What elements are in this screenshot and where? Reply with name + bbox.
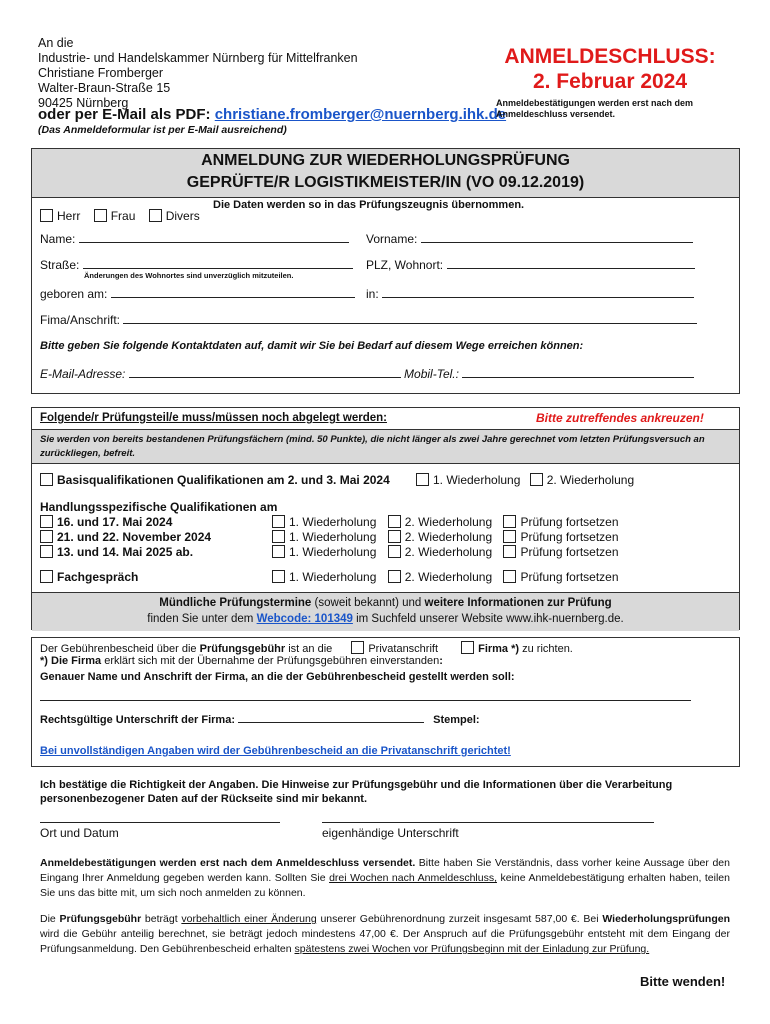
plz-field[interactable] — [447, 268, 695, 269]
fee-line-1 — [40, 641, 573, 655]
checkbox-firma[interactable] — [461, 641, 474, 654]
form-title-line2: GEPRÜFTE/R LOGISTIKMEISTER/IN (VO 09.12.2019) — [186, 174, 585, 191]
w1-label: 1. Wiederholung — [289, 545, 377, 559]
kontakt-note: Bitte geben Sie folgende Kontaktdaten auf, damit wir Sie bei Bedarf auf diesem Wege erreichen können: — [40, 340, 584, 352]
info1-c: weitere Informationen zur Prüfung — [424, 597, 612, 609]
hsq-row-2 — [40, 530, 211, 544]
info1-b: (soweit bekannt) und — [311, 597, 425, 609]
fort-label: Prüfung fortsetzen — [520, 545, 619, 559]
confirmation-text: Ich bestätige die Richtigkeit der Angaben. Die Hinweise zur Prüfungsgebühr und die Informationen über die Verarbeitung personenbezogener Daten auf der Rückseite sind mir bekannt. — [40, 779, 673, 805]
checkbox-fach-w2[interactable] — [388, 570, 401, 583]
w2-label: 2. Wiederholung — [404, 545, 493, 559]
label-herr: Herr — [57, 209, 81, 223]
w2-label: 2. Wiederholung — [404, 515, 493, 529]
fee-l1-b: Prüfungsgebühr — [199, 643, 286, 655]
checkbox-hsq-1[interactable] — [40, 515, 53, 528]
p2-u2: spätestens zwei Wochen vor Prüfungsbeginn mit der Einladung zur Prüfung. — [294, 943, 650, 955]
basis-row — [40, 473, 390, 487]
privat-label: Privatanschrift — [368, 643, 439, 655]
checkbox-divers[interactable] — [149, 209, 162, 222]
email-prefix: oder per E-Mail als PDF: — [38, 106, 215, 123]
info1-a: Mündliche Prüfungstermine — [159, 597, 312, 609]
hsq-3-label: 13. und 14. Mai 2025 ab. — [57, 545, 194, 559]
info2-b: im Suchfeld unserer Website www.ihk-nuernberg.de. — [352, 613, 624, 625]
p1-a: Bitte haben Sie Verständnis, dass vorher keine Aussage über den Eingang Ihrer Anmeldung gegeben werden kann. Sollten Sie — [40, 857, 730, 884]
strasse-row — [40, 258, 353, 272]
firma-label: Fima/Anschrift: — [40, 313, 121, 327]
name-label: Name: — [40, 232, 76, 246]
deadline-date: 2. Februar 2024 — [532, 70, 688, 93]
turn-page-note: Bitte wenden! — [640, 974, 726, 989]
hsq-1-label: 16. und 17. Mai 2024 — [57, 515, 173, 529]
basis-w2-label: 2. Wiederholung — [546, 473, 635, 487]
p2-e: wird die Gebühr anteilig berechnet, sie beträgt jedoch mindestens 47,00 €. Der Anspruch auf die Prüfungsgebühr entsteht mit dem Eingang der Prüfungsanmeldung. Den Gebührenbescheid erhalten — [40, 928, 730, 955]
checkbox-hsq1-fort[interactable] — [503, 515, 516, 528]
stempel-label: Stempel: — [433, 714, 480, 726]
mobil-field[interactable] — [462, 377, 694, 378]
basis-label: Basisqualifikationen Qualifikationen am 2. und 3. Mai 2024 — [57, 473, 390, 487]
checkbox-hsq-3[interactable] — [40, 545, 53, 558]
info2-a: finden Sie unter dem — [147, 613, 257, 625]
company-signature-row — [40, 714, 480, 726]
fach-row — [40, 570, 138, 584]
parts-header-text: Folgende/r Prüfungsteil/e muss/müssen noch abgelegt werden: — [40, 412, 387, 424]
parts-header-note: Bitte zutreffendes ankreuzen! — [536, 411, 704, 425]
fee-l2-a: *) Die Firma — [40, 655, 102, 667]
vorname-label: Vorname: — [366, 232, 418, 246]
checkbox-privat[interactable] — [351, 641, 364, 654]
info-line-2 — [32, 611, 739, 627]
p1-b: keine Anmeldebestätigung erhalten haben, teilen Sie uns das bitte mit, um sich noch anmelden zu können. — [40, 872, 730, 899]
email-submission-line — [38, 106, 506, 123]
salutation-row — [40, 209, 200, 223]
deadline-block — [490, 44, 730, 120]
exemption-note: Sie werden von bereits bestandenen Prüfungsfächern (mind. 50 Punkte), die nicht länger als zwei Jahre gerechnet vom letzten Prüfungsversuch an zurückliegen, befreit. — [40, 434, 705, 459]
company-signature-field[interactable] — [238, 722, 424, 723]
checkbox-hsq-2[interactable] — [40, 530, 53, 543]
checkbox-hsq2-w2[interactable] — [388, 530, 401, 543]
address-line: Walter-Braun-Straße 15 — [38, 81, 171, 95]
zeugnis-note: Die Daten werden so in das Prüfungszeugnis übernommen. — [213, 199, 525, 211]
parts-header — [40, 412, 387, 424]
hsq-row-1 — [40, 515, 172, 529]
email-row — [40, 367, 694, 381]
label-frau: Frau — [110, 209, 136, 223]
fach-label: Fachgespräch — [57, 570, 139, 584]
label-divers: Divers — [165, 209, 200, 223]
hsq-options-2 — [272, 530, 619, 544]
p1-bold: Anmeldebestätigungen werden erst nach dem Anmeldeschluss versendet. — [40, 857, 416, 869]
checkbox-basis-w2[interactable] — [530, 473, 543, 486]
recipient-address — [38, 36, 358, 111]
footer-paragraph-1 — [40, 856, 730, 901]
p2-u1: vorbehaltlich einer Änderung — [181, 913, 317, 925]
hsq-options-3 — [272, 545, 619, 559]
address-line: 90425 Nürnberg — [38, 96, 129, 110]
email-note: (Das Anmeldeformular ist per E-Mail ausreichend) — [38, 124, 287, 136]
hsq-2-label: 21. und 22. November 2024 — [57, 530, 212, 544]
checkbox-hsq3-w1[interactable] — [272, 545, 285, 558]
footer-paragraph-2 — [40, 912, 730, 957]
fee-warning: Bei unvollständigen Angaben wird der Gebührenbescheid an die Privatanschrift gerichtet! — [40, 745, 511, 757]
hsq-options-1 — [272, 515, 619, 529]
checkbox-herr[interactable] — [40, 209, 53, 222]
deadline-note: Anmeldebestätigungen werden erst nach dem Anmeldeschluss versendet. — [496, 98, 694, 119]
in-row — [366, 287, 694, 301]
checkbox-hsq2-fort[interactable] — [503, 530, 516, 543]
p2-a: Die — [40, 913, 60, 925]
firma-row — [40, 313, 697, 327]
p2-d: unserer Gebührenordnung zurzeit insgesamt 587,00 €. Bei — [316, 913, 603, 925]
vorname-field[interactable] — [421, 242, 693, 243]
p1-u: drei Wochen nach Anmeldeschluss, — [329, 872, 497, 884]
email-field[interactable] — [129, 377, 401, 378]
fee-l2-b: erklärt sich mit der Übernahme der Prüfungsgebühren einverstanden — [101, 655, 440, 667]
fach-options — [272, 570, 619, 584]
fee-line-3: Genauer Name und Anschrift der Firma, an die der Gebührenbescheid gestellt werden soll: — [40, 671, 515, 683]
fee-l1-a: Der Gebührenbescheid über die — [40, 643, 200, 655]
checkbox-hsq3-fort[interactable] — [503, 545, 516, 558]
unterschrift-field[interactable] — [322, 812, 654, 823]
email-link[interactable]: christiane.fromberger@nuernberg.ihk.de — [214, 106, 507, 123]
webcode-link[interactable]: Webcode: 101349 — [256, 613, 353, 625]
checkbox-fach-w1[interactable] — [272, 570, 285, 583]
basis-w1-label: 1. Wiederholung — [433, 473, 521, 487]
checkbox-hsq2-w1[interactable] — [272, 530, 285, 543]
w2-label: 2. Wiederholung — [404, 570, 493, 584]
deadline-title: ANMELDESCHLUSS: — [504, 45, 716, 68]
w1-label: 1. Wiederholung — [289, 515, 377, 529]
geboren-field[interactable] — [111, 297, 355, 298]
ort-datum-label: Ort und Datum — [40, 826, 119, 840]
basis-options — [416, 473, 634, 487]
address-line: Christiane Fromberger — [38, 66, 164, 80]
form-title-line1: ANMELDUNG ZUR WIEDERHOLUNGSPRÜFUNG — [201, 152, 570, 169]
address-line: An die — [38, 36, 74, 50]
mobil-label: Mobil-Tel.: — [404, 367, 459, 381]
email-label: E-Mail-Adresse: — [40, 367, 126, 381]
p2-b2: Wiederholungsprüfungen — [602, 913, 730, 925]
unterschrift-label: eigenhändige Unterschrift — [322, 826, 459, 840]
geboren-row — [40, 287, 355, 301]
name-field[interactable] — [79, 242, 349, 243]
address-line: Industrie- und Handelskammer Nürnberg für Mittelfranken — [38, 51, 358, 65]
fee-l1-d: zu richten. — [519, 643, 573, 655]
p2-b1: Prüfungsgebühr — [59, 913, 142, 925]
geburtsort-field[interactable] — [382, 297, 694, 298]
checkbox-basis-w1[interactable] — [416, 473, 429, 486]
form-title-bar — [32, 149, 739, 198]
sig-label: Rechtsgültige Unterschrift der Firma: — [40, 714, 235, 726]
in-label: in: — [366, 287, 379, 301]
fee-l2-c: : — [439, 655, 443, 667]
hsq-title: Handlungsspezifische Qualifikationen am — [40, 500, 278, 514]
exemption-note-bar — [32, 429, 739, 464]
strasse-field[interactable] — [83, 268, 353, 269]
company-address-field[interactable] — [40, 688, 691, 701]
plz-label: PLZ, Wohnort: — [366, 258, 444, 272]
fort-label: Prüfung fortsetzen — [520, 530, 619, 544]
wohnort-note: Änderungen des Wohnortes sind unverzüglich mitzuteilen. — [84, 271, 294, 280]
w1-label: 1. Wiederholung — [289, 530, 377, 544]
checkbox-hsq1-w1[interactable] — [272, 515, 285, 528]
w2-label: 2. Wiederholung — [404, 530, 493, 544]
checkbox-hsq3-w2[interactable] — [388, 545, 401, 558]
w1-label: 1. Wiederholung — [289, 570, 377, 584]
name-row — [40, 232, 349, 246]
firma-label: Firma *) — [478, 643, 520, 655]
fort-label: Prüfung fortsetzen — [520, 570, 619, 584]
plz-row — [366, 258, 695, 272]
strasse-label: Straße: — [40, 258, 80, 272]
info-bar — [32, 592, 739, 631]
checkbox-basis[interactable] — [40, 473, 53, 486]
vorname-row — [366, 232, 693, 246]
checkbox-hsq1-w2[interactable] — [388, 515, 401, 528]
geboren-label: geboren am: — [40, 287, 108, 301]
p2-c: beträgt — [141, 913, 182, 925]
fee-l1-c: ist an die — [285, 643, 333, 655]
checkbox-fach-fort[interactable] — [503, 570, 516, 583]
info-line-1 — [32, 595, 739, 611]
checkbox-frau[interactable] — [94, 209, 107, 222]
fee-line-2 — [40, 655, 443, 667]
hsq-row-3 — [40, 545, 193, 559]
ort-datum-field[interactable] — [40, 812, 280, 823]
fort-label: Prüfung fortsetzen — [520, 515, 619, 529]
checkbox-fach[interactable] — [40, 570, 53, 583]
firma-field[interactable] — [123, 323, 697, 324]
